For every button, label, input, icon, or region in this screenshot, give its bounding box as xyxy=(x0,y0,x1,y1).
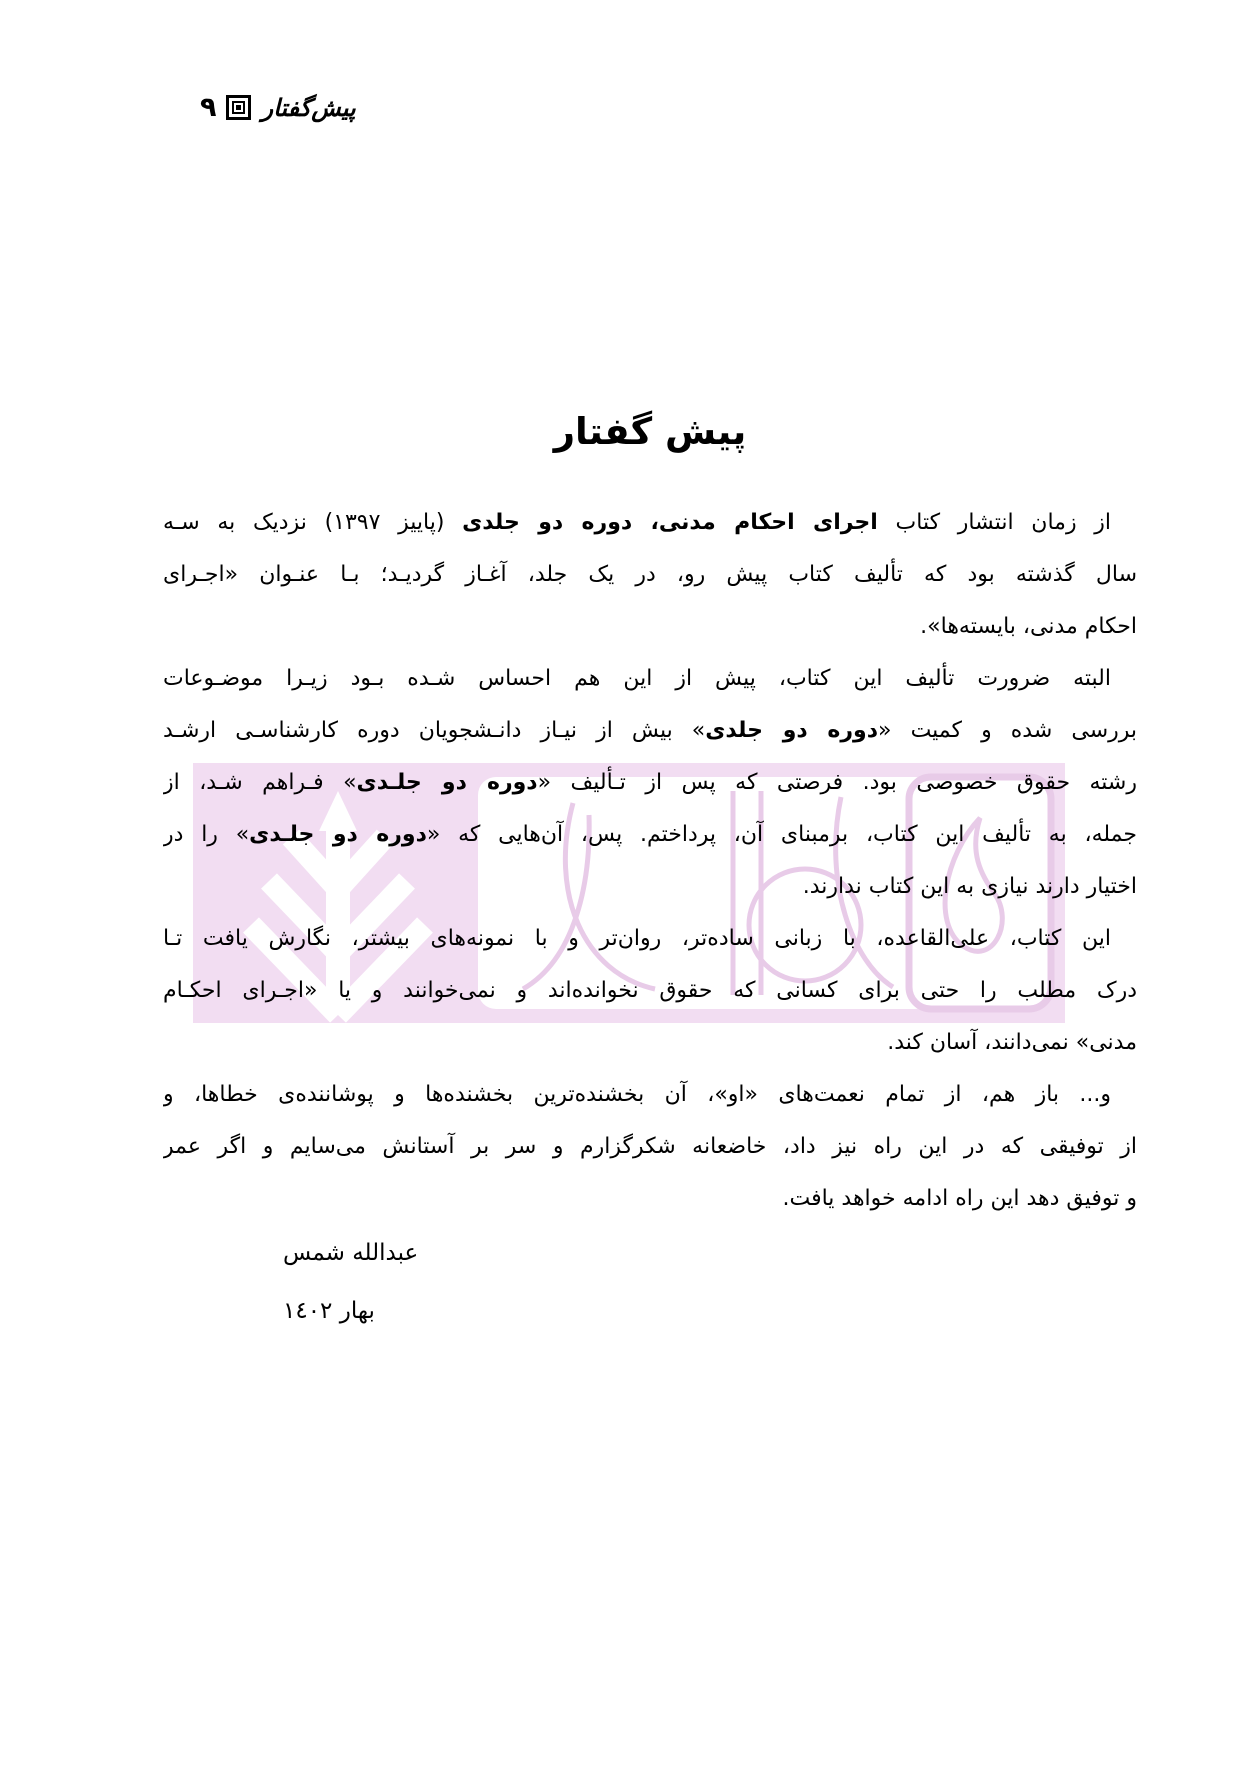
text-line: سال گذشته بود که تألیف کتاب پیش رو، در یک جلد، آغـاز گردیـد؛ بـا عنـوان «اجـرای xyxy=(163,562,1137,587)
text-line: احکام مدنی، بایسته‌ها». xyxy=(920,614,1137,639)
signature-date: بهار ۱٤۰۲ xyxy=(283,1298,375,1324)
text-line: درک مطلب را حتی برای کسانی که حقوق نخوانده‌اند و نمی‌خوانند و یا «اجـرای احکـام xyxy=(163,978,1137,1003)
nested-squares-icon-core xyxy=(236,105,241,110)
signature-block xyxy=(283,1224,418,1340)
nested-squares-icon xyxy=(226,95,251,120)
text-line: بررسی شده و کمیت «دوره دو جلدی» بیش از نیـاز دانـشجویان دوره کارشناسـی ارشـد xyxy=(163,718,1137,743)
text-line: رشته حقوق خصوصی بود. فرصتی که پس از تـألیف «دوره دو جلـدی» فـراهم شـد، از xyxy=(163,770,1137,795)
page-number: ۹ xyxy=(200,92,217,123)
text-line: از زمان انتشار کتاب اجرای احکام مدنی، دوره دو جلدی (پاییز ۱۳۹۷) نزدیک به سـه xyxy=(163,510,1112,535)
preface-body xyxy=(163,497,1137,1225)
running-header xyxy=(200,92,356,123)
text-line: مدنی» نمی‌دانند، آسان کند. xyxy=(887,1030,1137,1055)
text-line: اختیار دارند نیازی به این کتاب ندارند. xyxy=(802,874,1137,899)
text-line: این کتاب، علی‌القاعده، با زبانی ساده‌تر، روان‌تر و با نمونه‌های بیشتر، نگارش یافت تـا xyxy=(163,926,1111,951)
text-line: البته ضرورت تألیف این کتاب، پیش از این هم احساس شـده بـود زیـرا موضـوعات xyxy=(163,666,1111,691)
text-line: از توفیقی که در این راه نیز داد، خاضعانه شکرگزارم و سر بر آستانش می‌سایم و اگر عمر xyxy=(163,1134,1137,1159)
nested-squares-icon-middle xyxy=(232,101,245,114)
running-title: پیش‌گفتار xyxy=(261,93,356,122)
text-line: جمله، به تألیف این کتاب، برمبنای آن، پرداختم. پس، آن‌هایی که «دوره دو جلـدی» را در xyxy=(163,822,1137,847)
page-title: پیش گفتار xyxy=(553,410,747,453)
preface-lines xyxy=(163,497,1137,1225)
signature-name: عبدالله شمس xyxy=(283,1240,419,1266)
text-line: و توفیق دهد این راه ادامه خواهد یافت. xyxy=(782,1186,1137,1211)
text-line: و... باز هم، از تمام نعمت‌های «او»، آن بخشنده‌ترین بخشنده‌ها و پوشاننده‌ی خطاها، و xyxy=(163,1082,1111,1107)
